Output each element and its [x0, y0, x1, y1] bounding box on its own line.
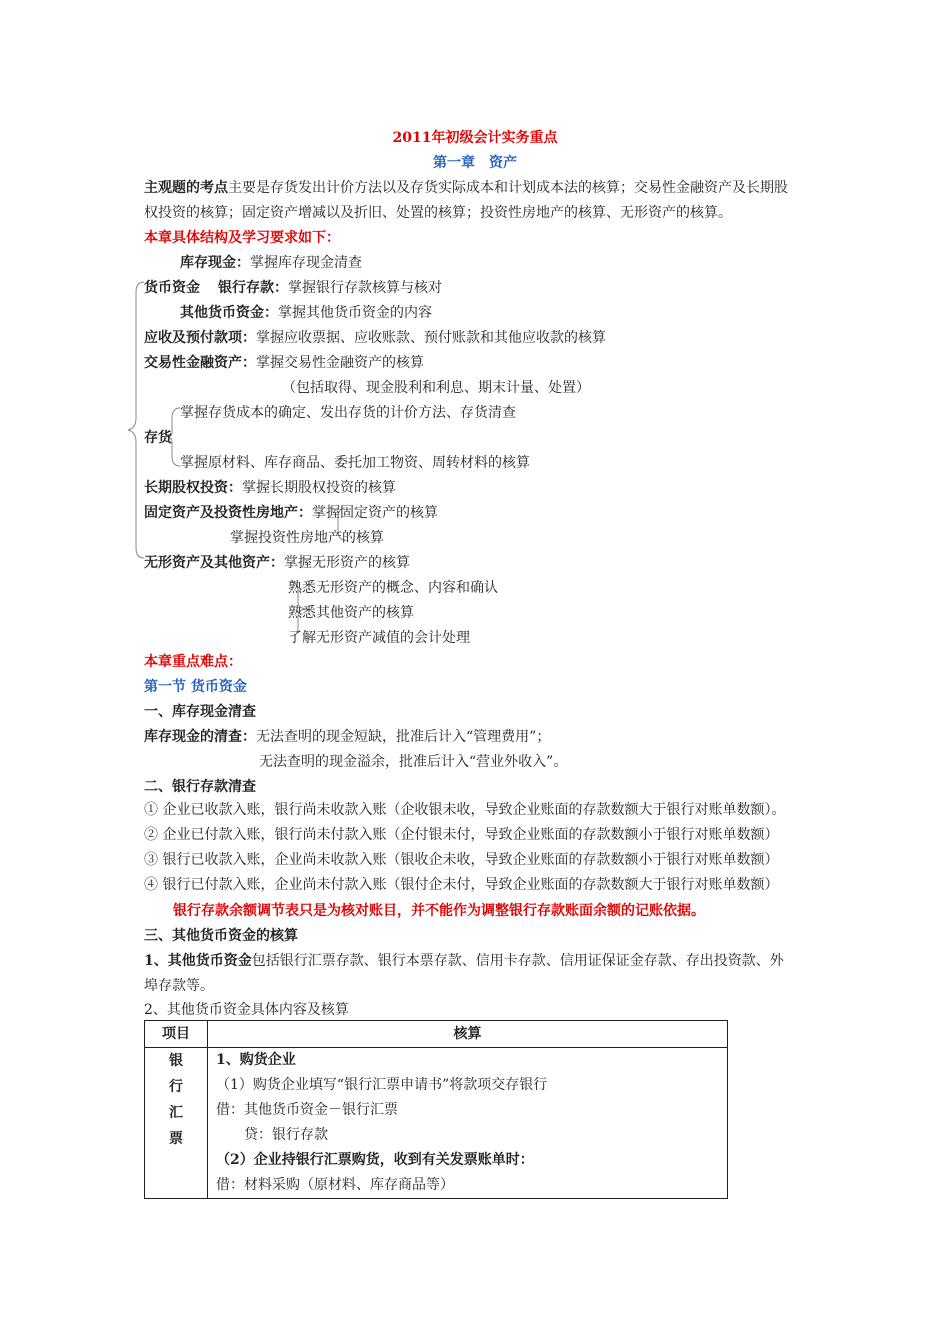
intro-lead: 主观题的考点 [144, 180, 228, 196]
item-char: 票 [169, 1131, 183, 1147]
struct-bank-text: 掌握银行存款核算与核对 [288, 280, 442, 296]
struct-intangible-sub-2: 熟悉其他资产的核算 [288, 605, 414, 621]
calc-line: 借：材料采购（原材料、库存商品等） [216, 1177, 454, 1193]
section-1-title: 第一节 货币资金 [144, 679, 247, 695]
struct-longterm-label: 长期股权投资： [144, 480, 242, 496]
struct-fixed-sub: 掌握投资性房地产的核算 [230, 530, 384, 546]
struct-other-label: 其他货币资金： [180, 305, 278, 321]
other-funds-p1-cont: 埠存款等。 [144, 978, 214, 994]
bank-check-item-3: ③ 银行已收款入账，企业尚未收款入账（银收企未收，导致企业账面的存款数额小于银行对账单数额） [144, 852, 779, 868]
struct-receivable-text: 掌握应收票据、应收账款、预付账款和其他应收款的核算 [256, 330, 606, 346]
other-funds-heading: 三、其他货币资金的核算 [144, 928, 298, 944]
struct-trading-sub: （包括取得、现金股利和利息、期末计量、处置） [282, 380, 590, 396]
chapter-title: 第一章 资产 [433, 155, 517, 171]
bank-check-item-1: ① 企业已收款入账，银行尚未收款入账（企收银未收，导致企业账面的存款数额大于银行对账单数额）。 [144, 802, 786, 818]
struct-cash [180, 253, 362, 273]
calc-line: 1、购货企业 [216, 1052, 296, 1068]
struct-fixed-label: 固定资产及投资性房地产： [144, 505, 312, 521]
struct-longterm [144, 478, 396, 498]
struct-intangible-text: 掌握无形资产的核算 [284, 555, 410, 571]
struct-receivable-label: 应收及预付款项： [144, 330, 256, 346]
struct-fixed-text: 掌握固定资产的核算 [312, 505, 438, 521]
struct-intangible [144, 553, 410, 573]
bank-check-item-4: ④ 银行已付款入账，企业尚未付款入账（银付企未付，导致企业账面的存款数额大于银行对账单数额） [144, 877, 779, 893]
struct-bank-label: 银行存款： [218, 280, 288, 296]
struct-longterm-text: 掌握长期股权投资的核算 [242, 480, 396, 496]
bank-check-item-2: ② 企业已付款入账，银行尚未付款入账（企付银未付，导致企业账面的存款数额小于银行对账单数额） [144, 827, 779, 843]
item-char: 银 [169, 1053, 183, 1069]
table-item-cell [145, 1048, 208, 1199]
cash-check-line-1 [144, 727, 550, 747]
struct-other-text: 掌握其他货币资金的内容 [278, 305, 432, 321]
table-header-row [145, 1021, 728, 1048]
struct-trading-text: 掌握交易性金融资产的核算 [256, 355, 424, 371]
struct-trading [144, 353, 424, 373]
calc-line: 贷：银行存款 [216, 1127, 328, 1143]
struct-inventory-label: 存货 [144, 430, 172, 446]
cash-check-label: 库存现金的清查： [144, 729, 256, 745]
struct-trading-label: 交易性金融资产： [144, 355, 256, 371]
struct-receivable [144, 328, 606, 348]
structure-heading: 本章具体结构及学习要求如下： [144, 230, 340, 246]
other-funds-p1-text: 包括银行汇票存款、银行本票存款、信用卡存款、信用证保证金存款、存出投资款、外 [251, 953, 784, 969]
struct-bank [144, 278, 442, 298]
intro-text-1: 主要是存货发出计价方法以及存货实际成本和计划成本法的核算；交易性金融资产及长期股 [228, 180, 788, 196]
calc-line: 借：其他货币资金－银行汇票 [216, 1102, 398, 1118]
cash-check-heading: 一、库存现金清查 [144, 704, 256, 720]
item-char: 汇 [169, 1105, 183, 1121]
key-points-heading: 本章重点难点： [144, 654, 242, 670]
struct-inventory-1: 掌握存货成本的确定、发出存货的计价方法、存货清查 [180, 405, 516, 421]
struct-monetary-label: 货币资金 [144, 280, 200, 296]
other-funds-table [144, 1020, 728, 1199]
item-char: 行 [169, 1079, 183, 1095]
table-header-calc: 核算 [208, 1021, 728, 1048]
struct-cash-label: 库存现金： [180, 255, 250, 271]
intro-line-2: 权投资的核算；固定资产增减以及折旧、处置的核算；投资性房地产的核算、无形资产的核算。 [144, 205, 732, 221]
struct-inventory-2: 掌握原材料、库存商品、委托加工物资、周转材料的核算 [180, 455, 530, 471]
calc-line: （2）企业持银行汇票购货，收到有关发票账单时： [216, 1152, 534, 1168]
struct-intangible-sub-3: 了解无形资产减值的会计处理 [288, 630, 470, 646]
struct-intangible-sub-1: 熟悉无形资产的概念、内容和确认 [288, 580, 498, 596]
struct-fixed [144, 503, 438, 523]
bank-check-heading: 二、银行存款清查 [144, 779, 256, 795]
document-title: 2011年初级会计实务重点 [392, 130, 558, 146]
other-funds-p2: 2、其他货币资金具体内容及核算 [144, 1002, 349, 1018]
bank-check-note: 银行存款余额调节表只是为核对账目，并不能作为调整银行存款账面余额的记账依据。 [173, 903, 705, 919]
struct-cash-text: 掌握库存现金清查 [250, 255, 362, 271]
table-row [145, 1048, 728, 1199]
struct-other [180, 303, 432, 323]
cash-check-text-1: 无法查明的现金短缺，批准后计入“管理费用”； [256, 729, 551, 745]
other-funds-p1-lead: 1、其他货币资金 [144, 953, 252, 969]
struct-intangible-label: 无形资产及其他资产： [144, 555, 284, 571]
table-header-item: 项目 [145, 1021, 208, 1048]
other-funds-p1 [144, 951, 784, 971]
table-calc-cell [208, 1048, 728, 1199]
cash-check-line-2: 无法查明的现金溢余，批准后计入“营业外收入”。 [259, 754, 568, 770]
calc-line: （1）购货企业填写“银行汇票申请书”将款项交存银行 [216, 1077, 548, 1093]
